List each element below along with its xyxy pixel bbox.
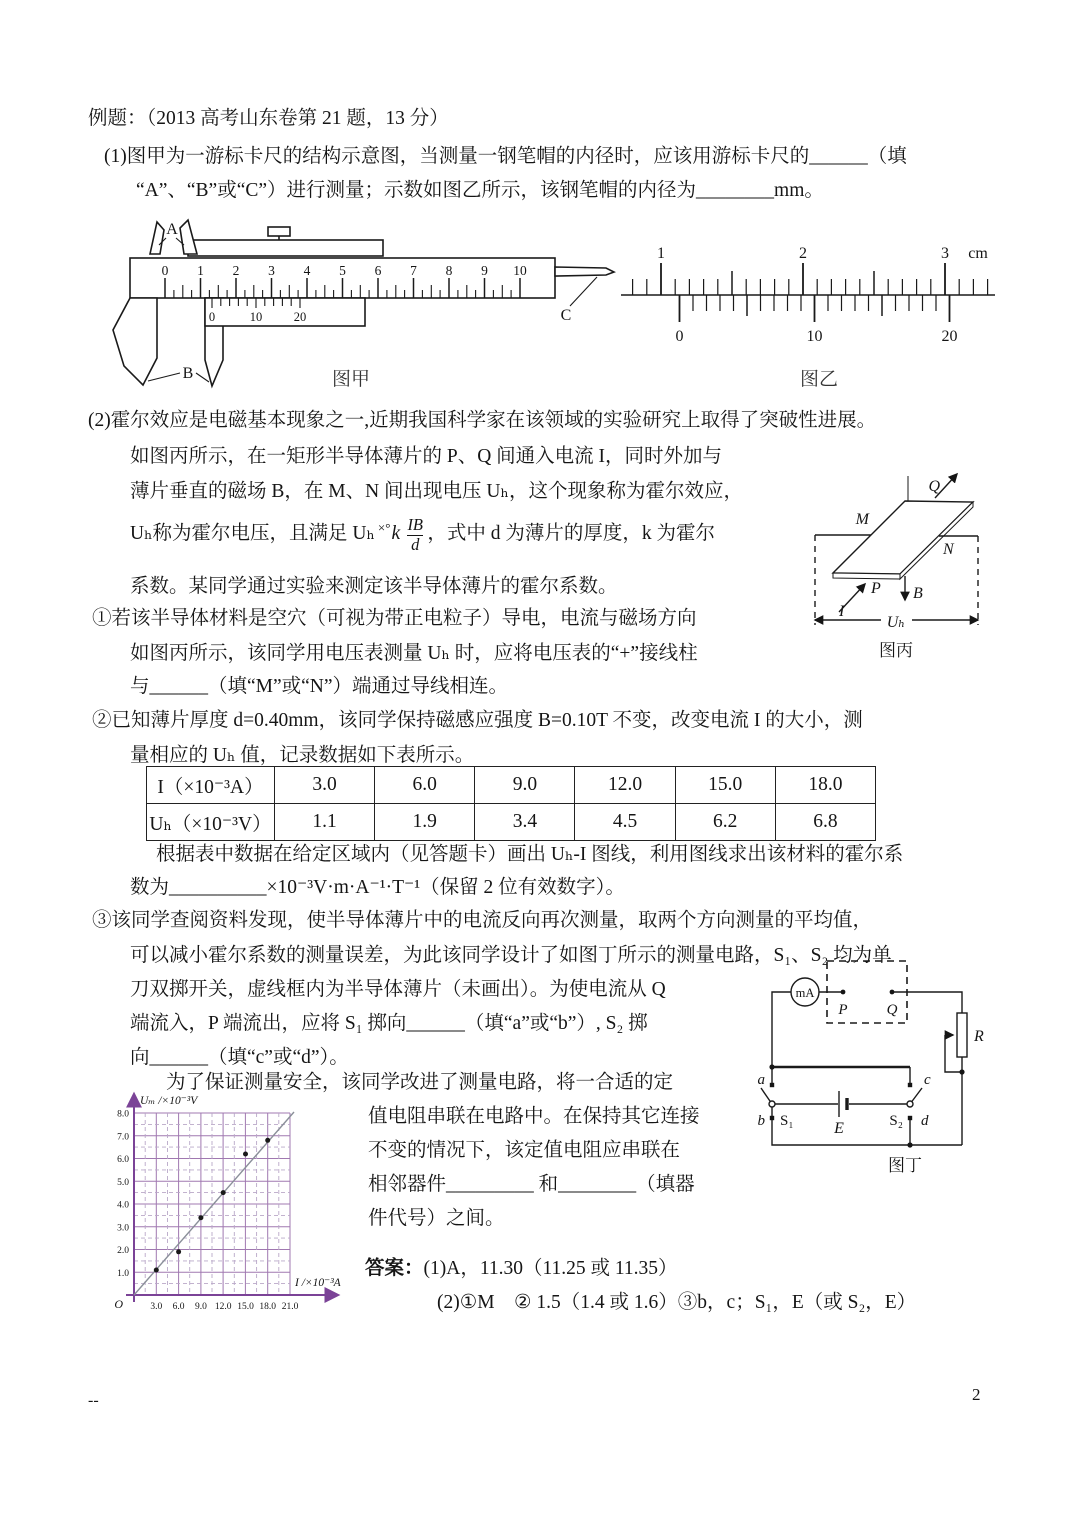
sub1-line2: 如图丙所示，该同学用电压表测量 Uₕ 时，应将电压表的“+”接线柱 [130,643,698,664]
sub3-line4: 端流入，P 端流出，应将 S₁ 掷向______（填“a”或“b”）, S₂ 掷 [130,1013,648,1034]
table-row [147,804,876,841]
safety-line2: 值电阻串联在电路中。在保持其它连接 [368,1106,700,1127]
circuit-label-e: E [834,1120,844,1137]
scale-vernier-label: 10 [806,328,823,345]
ytick-label: 1.0 [117,1268,129,1279]
hall-formula-line [130,506,715,562]
sub2-line2: 量相应的 Uₕ 值，记录数据如下表所示。 [130,745,475,766]
q2-line4: 系数。某同学通过实验来测定该半导体薄片的霍尔系数。 [130,576,618,597]
safety-line1: 为了保证测量安全，该同学改进了测量电路，将一合适的定 [166,1072,674,1093]
caliper-tick-label: 9 [481,263,488,278]
uh-i-graph [92,1080,347,1315]
sub1-line1: ①若该半导体材料是空穴（可视为带正电粒子）导电，电流与磁场方向 [92,608,697,629]
ytick-label: 5.0 [117,1177,129,1188]
table-cell: 1.9 [375,804,475,841]
safety-line5: 件代号）之间。 [368,1208,505,1229]
scale-vernier-label: 20 [941,328,958,345]
figure-yi-caption: 图乙 [800,369,839,390]
caliper-tick-label: 10 [513,263,527,278]
xtick-label: 18.0 [259,1302,277,1312]
after-table-line2: 数为__________×10⁻³V·m·A⁻¹·T⁻¹（保留 2 位有效数字）。 [130,877,625,898]
circuit-label-r: R [974,1028,984,1045]
xtick-label: 3.0 [150,1302,163,1312]
graph-ylabel: Uₘ /×10⁻³V [140,1095,198,1107]
table-cell: 6.2 [675,804,775,841]
hall-label-n: N [943,541,954,558]
sub1-line3: 与______（填“M”或“N”）端通过导线相连。 [130,676,509,697]
hall-label-i: I [839,603,845,620]
circuit-label-p: P [838,1002,848,1018]
caliper-tick-label: 7 [410,263,417,278]
table-cell: 6.8 [775,804,875,841]
table-cell: 3.0 [275,767,375,804]
ytick-label: 8.0 [117,1109,129,1120]
graph-ytick-labels [117,1110,129,1279]
caliper-label-a: A [166,221,178,238]
graph-origin-label: O [114,1297,123,1311]
ytick-label: 3.0 [117,1223,129,1234]
xtick-label: 21.0 [281,1302,299,1312]
q1-line1: (1)图甲为一游标卡尺的结构示意图，当测量一钢笔帽的内径时，应该用游标卡尺的______（填 [104,146,907,167]
figure-ding-circuit [755,955,1065,1190]
caliper-vernier-label: 20 [293,310,307,324]
circuit-label-b: b [757,1113,765,1129]
caliper-tick-label: 5 [339,263,346,278]
hall-label-b: B [913,585,923,602]
page-number: 2 [972,1385,981,1404]
table-cell: 9.0 [475,767,575,804]
formula-post: ，式中 d 为薄片的厚度，k 为霍尔 [427,523,715,544]
caliper-tick-label: 4 [303,263,311,278]
figure-bing-caption: 图丙 [879,641,913,660]
circuit-junctions [769,990,964,1148]
scale-unit-label: cm [968,245,988,262]
scale-cm-label: 2 [799,245,807,262]
scale-cm-label: 1 [657,245,665,262]
circuit-label-q: Q [886,1002,898,1018]
hall-label-m: M [855,511,869,528]
caliper-label-c: C [560,307,572,324]
figure-bing-hall-sheet [795,450,995,665]
formula-pre: Uₕ称为霍尔电压，且满足 Uₕ [130,523,375,544]
answer-label: 答案： [365,1258,424,1279]
figure-yi-scale [613,240,1003,360]
xtick-label: 15.0 [237,1302,254,1312]
ytick-label: 6.0 [117,1155,129,1165]
ytick-label: 2.0 [117,1246,129,1256]
table-cell: 15.0 [675,767,775,804]
caliper-tick-label: 3 [268,263,275,278]
formula-relation: ×° [377,520,391,535]
graph-xtick-labels [150,1302,298,1312]
table-cell: 18.0 [775,767,875,804]
hall-label-p: P [871,580,881,597]
graph-xlabel: I /×10⁻³A [295,1277,341,1289]
caliper-tick-label: 8 [445,263,453,278]
table-cell: I（×10⁻³A） [147,767,275,804]
figure-ding-caption: 图丁 [888,1156,922,1175]
table-cell: 6.0 [375,767,475,804]
table-cell: Uₕ（×10⁻³V） [147,804,275,841]
circuit-label-a: a [757,1072,765,1088]
hall-label-uh: Uₕ [886,614,906,631]
after-table-line1: 根据表中数据在给定区域内（见答题卡）画出 Uₕ-I 图线，利用图线求出该材料的霍尔系 [156,844,904,865]
table-cell: 12.0 [575,767,675,804]
scale-ticks [621,263,995,322]
formula-fraction [407,516,423,555]
scale-cm-label: 3 [941,245,949,262]
ytick-label: 7.0 [117,1132,129,1143]
caliper-tick-label: 6 [374,263,382,278]
xtick-label: 9.0 [194,1302,207,1312]
q2-intro: (2)霍尔效应是电磁基本现象之一,近期我国科学家在该领域的实验研究上取得了突破性进展。 [88,410,877,431]
caliper-body [113,220,614,386]
circuit-label-ma: mA [795,986,815,1000]
xtick-label: 12.0 [214,1302,232,1312]
measurement-table [146,766,876,841]
xtick-label: 6.0 [172,1302,185,1312]
answer-line1 [365,1256,678,1282]
q2-line2: 薄片垂直的磁场 B，在 M、N 间出现电压 Uₕ，这个现象称为霍尔效应， [130,481,743,502]
answer1-text: (1)A，11.30（11.25 或 11.35） [423,1258,678,1279]
circuit-labels [758,986,985,1137]
sub3-line3: 刀双掷开关，虚线框内为半导体薄片（未画出）。为使电流从 Q [130,979,666,1000]
caliper-label-b: B [182,365,194,382]
answer-line2: (2)①M ② 1.5（1.4 或 1.6）③b，c；S₁，E（或 S₂，E） [437,1292,917,1313]
caliper-vernier-label: 10 [249,310,263,324]
caliper-tick-label: 2 [232,263,240,278]
table-cell: 4.5 [575,804,675,841]
table-cell: 1.1 [275,804,375,841]
formula-k: k [391,523,401,544]
caliper-tick-label: 0 [161,263,169,278]
sub3-line5: 向______（填“c”或“d”）。 [130,1047,349,1068]
q2-line1: 如图丙所示，在一矩形半导体薄片的 P、Q 间通入电流 I，同时外加与 [130,446,723,467]
sub2-line1: ②已知薄片厚度 d=0.40mm，该同学保持磁感应强度 B=0.10T 不变，改变电流 I 的大小，测 [92,710,863,731]
hall-label-q: Q [928,478,940,495]
figure-jia-caption: 图甲 [332,369,371,390]
ytick-label: 4.0 [117,1200,129,1211]
safety-line4: 相邻器件_________ 和________（填器 [368,1174,695,1195]
circuit-label-s1: S₁ [780,1113,794,1129]
fraction-numerator: IB [407,514,424,534]
q1-line2: “A”、“B”或“C”）进行测量；示数如图乙所示，该钢笔帽的内径为________mm。 [136,180,824,201]
footer-left-mark: -- [88,1392,99,1409]
circuit-label-d: d [921,1113,929,1129]
safety-line3: 不变的情况下，该定值电阻应串联在 [368,1140,681,1161]
page-title: 例题：（2013 高考山东卷第 21 题，13 分） [88,108,449,129]
circuit-label-s2: S₂ [889,1113,903,1129]
circuit-label-c: c [924,1072,931,1088]
table-row [147,767,876,804]
table-cell: 3.4 [475,804,575,841]
fraction-denominator: d [407,535,423,555]
sub3-line1: ③该同学查阅资料发现，使半导体薄片中的电流反向再次测量，取两个方向测量的平均值， [92,910,873,931]
caliper-tick-label: 1 [197,263,204,278]
caliper-vernier-label: 0 [208,310,216,324]
scale-vernier-label: 0 [675,328,684,345]
sub3-line2: 可以减小霍尔系数的测量误差，为此该同学设计了如图丁所示的测量电路，S₁、S₂ 均为单 [130,945,892,966]
